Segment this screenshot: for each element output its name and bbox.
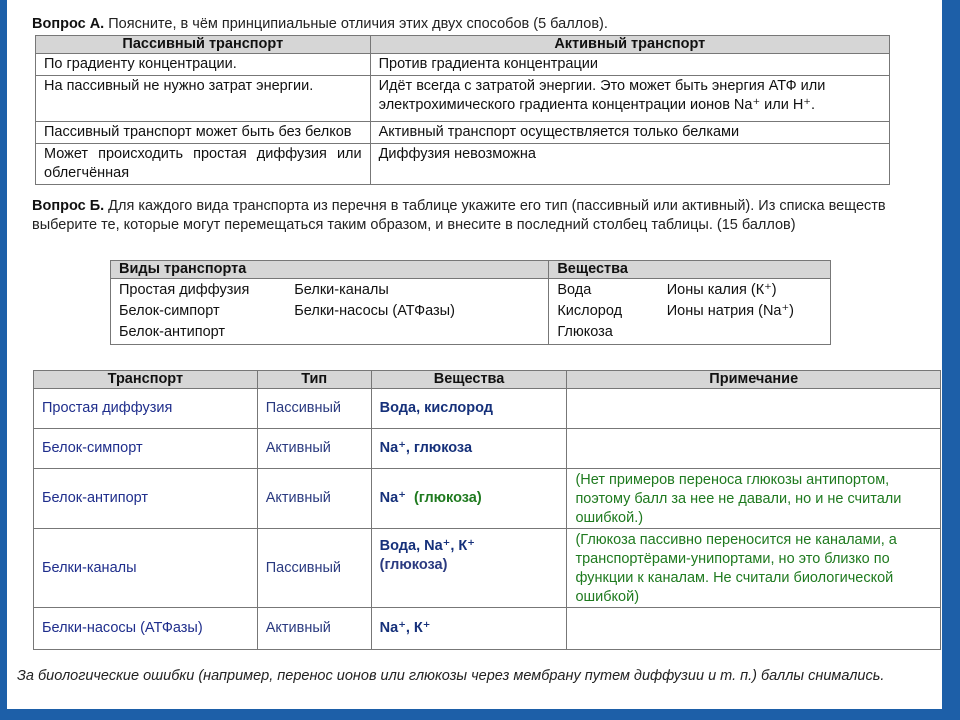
table-cell: Активный транспорт осуществляется только белками <box>370 122 889 144</box>
type-cell: Пассивный <box>257 389 371 429</box>
type-cell: Пассивный <box>257 529 371 608</box>
table-a <box>35 35 890 185</box>
table-row <box>34 429 941 469</box>
transport-cell: Белки-насосы (АТФазы) <box>34 608 258 650</box>
note-cell: (Нет примеров переноса глюкозы антипортом, поэтому балл за нее не давали, но и не считали ошибкой.) <box>567 469 941 529</box>
note-cell: (Глюкоза пассивно переносится не каналами, а транспортёрами-унипортами, но это близко по функции к каналам. Не считали биологической ошибкой) <box>567 529 941 608</box>
document-page <box>7 0 942 709</box>
question-a: Вопрос А. Поясните, в чём принципиальные отличия этих двух способов (5 баллов). <box>32 16 608 32</box>
table-row <box>34 608 941 650</box>
table-cell: По градиенту концентрации. <box>36 54 371 76</box>
substances-cell: Na⁺, глюкоза <box>371 429 567 469</box>
list-item: Белок-симпорт <box>111 302 287 323</box>
column-header: Активный транспорт <box>370 36 889 54</box>
note-cell <box>567 389 941 429</box>
list-item: Белок-антипорт <box>111 323 287 345</box>
substances-cell: Na⁺, К⁺ <box>371 608 567 650</box>
list-item: Вода <box>549 279 659 303</box>
list-item <box>659 323 831 345</box>
column-header: Примечание <box>567 371 941 389</box>
transport-cell: Белки-каналы <box>34 529 258 608</box>
table-b <box>110 260 831 345</box>
substances-cell: Вода, кислород <box>371 389 567 429</box>
table-row <box>36 76 890 122</box>
column-header: Виды транспорта <box>111 261 549 279</box>
column-header: Пассивный транспорт <box>36 36 371 54</box>
table-cell: Пассивный транспорт может быть без белков <box>36 122 371 144</box>
note-cell <box>567 608 941 650</box>
table-row <box>111 279 831 303</box>
table-row <box>34 469 941 529</box>
table-cell: Диффузия невозможна <box>370 144 889 185</box>
list-item: Ионы натрия (Na⁺) <box>659 302 831 323</box>
list-item: Глюкоза <box>549 323 659 345</box>
list-item: Простая диффузия <box>111 279 287 303</box>
type-cell: Активный <box>257 429 371 469</box>
transport-cell: Белок-симпорт <box>34 429 258 469</box>
table-row <box>36 54 890 76</box>
type-cell: Активный <box>257 608 371 650</box>
transport-cell: Простая диффузия <box>34 389 258 429</box>
table-b-header <box>111 261 831 279</box>
note-cell <box>567 429 941 469</box>
question-b: Вопрос Б. Для каждого вида транспорта из перечня в таблице укажите его тип (пассивный или активный). Из списка веществ выберите те, которые могут перемещаться таким образом, и внесите в последний столбец таблицы. (15 баллов) <box>32 198 886 233</box>
column-header: Тип <box>257 371 371 389</box>
table-cell: Против градиента концентрации <box>370 54 889 76</box>
type-cell: Активный <box>257 469 371 529</box>
list-item: Ионы калия (К⁺) <box>659 279 831 303</box>
table-row <box>111 323 831 345</box>
column-header: Вещества <box>371 371 567 389</box>
table-c <box>33 370 941 650</box>
table-a-header <box>36 36 890 54</box>
transport-cell: Белок-антипорт <box>34 469 258 529</box>
table-row <box>36 122 890 144</box>
table-c-header <box>34 371 941 389</box>
list-item: Белки-насосы (АТФазы) <box>294 303 455 319</box>
list-item: Белки-каналы <box>294 282 389 298</box>
table-row <box>34 529 941 608</box>
table-cell: Может происходить простая диффузия или облегчённая <box>36 144 371 185</box>
list-item <box>286 323 549 345</box>
substances-cell: Na⁺ (глюкоза) <box>371 469 567 529</box>
list-item: Кислород <box>549 302 659 323</box>
table-cell: Идёт всегда с затратой энергии. Это может быть энергия АТФ или электрохимического градиента концентрации ионов Na⁺ или H⁺. <box>370 76 889 122</box>
table-row <box>36 144 890 185</box>
table-row <box>34 389 941 429</box>
column-header: Вещества <box>549 261 831 279</box>
column-header: Транспорт <box>34 371 258 389</box>
footnote: За биологические ошибки (например, перенос ионов или глюкозы через мембрану путем диффузии и т. п.) баллы снимались. <box>17 668 885 684</box>
table-cell: На пассивный не нужно затрат энергии. <box>36 76 371 122</box>
substances-cell: Вода, Na⁺, К⁺ (глюкоза) <box>371 529 567 608</box>
table-row <box>111 302 831 323</box>
